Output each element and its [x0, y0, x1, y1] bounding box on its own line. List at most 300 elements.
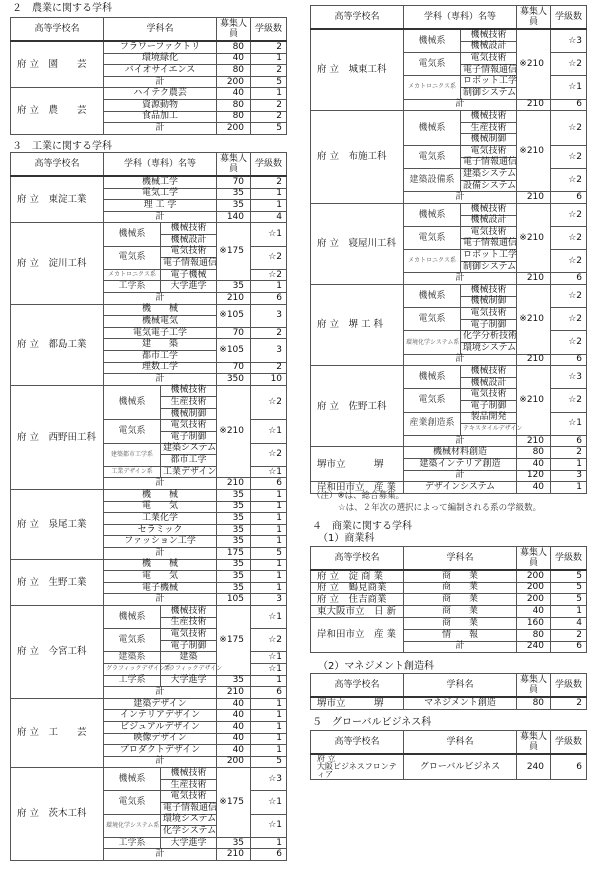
class-count-value: 2 — [251, 41, 287, 53]
capacity-value: 140 — [217, 211, 251, 223]
class-count-value: 1 — [251, 837, 287, 849]
capacity-value: 35 — [217, 559, 251, 571]
header-class-count: 学級数 — [251, 153, 287, 177]
department-name: 食品加工 — [104, 111, 217, 123]
department-name: 機械技術 — [461, 366, 517, 378]
department-name: 建築インテリア創造 — [404, 458, 517, 470]
class-count-value: 3 — [251, 594, 287, 606]
capacity-value: 35 — [217, 188, 251, 200]
capacity-value: 40 — [517, 606, 551, 618]
header-school-name: 高等学校名 — [311, 731, 404, 755]
capacity-value: 35 — [217, 536, 251, 548]
department-name: 機械技術 — [161, 605, 217, 617]
department-group: グラフィックデザイン系 — [104, 663, 161, 675]
department-name: 電子機械 — [161, 269, 217, 281]
department-name: 電子情報通信 — [161, 803, 217, 815]
capacity-value: 40 — [217, 721, 251, 733]
capacity-value: 200 — [517, 570, 551, 582]
school-name: 府 立 農 芸 — [11, 88, 104, 134]
school-name: 堺市立 堺 — [311, 697, 404, 709]
department-name: バイオサイエンス — [104, 65, 217, 77]
class-count-value: ☆1 — [551, 412, 587, 435]
department-name: 商 業 — [404, 570, 517, 582]
capacity-value: 240 — [517, 641, 551, 653]
department-name: 機械技術 — [161, 385, 217, 397]
department-name: 電気技術 — [161, 629, 217, 641]
management-table — [310, 673, 587, 710]
class-count-value: 6 — [251, 292, 287, 304]
class-count-value: ☆2 — [551, 285, 587, 308]
class-count-value: ☆2 — [251, 443, 287, 466]
department-name: 大学進学 — [161, 675, 217, 687]
capacity-value: 80 — [517, 447, 551, 459]
table-row — [11, 385, 287, 397]
capacity-value: ※175 — [217, 223, 251, 281]
class-count-value: ☆1 — [251, 420, 287, 443]
department-group: 機械系 — [404, 203, 461, 226]
header-school-name: 高等学校名 — [311, 674, 404, 698]
capacity-value: ※175 — [217, 768, 251, 838]
department-group: 建築系 — [104, 652, 161, 664]
class-count-value: 1 — [251, 524, 287, 536]
header-school-name: 高等学校名 — [11, 153, 104, 177]
table-row — [311, 570, 587, 582]
department-name: 工業デザイン — [161, 466, 217, 478]
section-title-commerce: ４ 商業に関する学科 — [312, 521, 412, 532]
school-name: 府 立 布施工科 — [311, 111, 404, 204]
department-name: 建築システム — [161, 443, 217, 455]
department-group: 機械系 — [104, 223, 161, 246]
school-name: 府 立 園 芸 — [11, 41, 104, 88]
total-label: 計 — [404, 354, 517, 366]
department-name: デザインシステム — [404, 482, 517, 494]
class-count-value: 1 — [251, 571, 287, 583]
capacity-value: 200 — [217, 756, 251, 768]
capacity-value: 80 — [217, 99, 251, 111]
capacity-value: 105 — [217, 594, 251, 606]
capacity-value: 40 — [217, 733, 251, 745]
department-name: 機 械 — [104, 490, 217, 502]
department-group: 機械系 — [404, 285, 461, 308]
total-label: 計 — [104, 548, 217, 560]
capacity-value: 80 — [517, 697, 551, 709]
global-business-table — [310, 730, 587, 780]
department-name: 都市工学 — [161, 455, 217, 467]
capacity-value: 35 — [217, 571, 251, 583]
class-count-value: 5 — [251, 76, 287, 88]
department-group: 機械系 — [104, 768, 161, 791]
class-count-value: 1 — [251, 88, 287, 100]
total-label: 計 — [404, 470, 517, 482]
department-name: 機械工学 — [104, 176, 217, 188]
department-name: 電子制御 — [461, 319, 517, 331]
capacity-value: ※105 — [217, 339, 251, 362]
capacity-value: 160 — [517, 617, 551, 629]
department-group: 機械系 — [104, 605, 161, 628]
header-capacity: 募集人員 — [517, 6, 551, 30]
department-group: 電気系 — [404, 53, 461, 76]
class-count-value: ☆1 — [251, 223, 287, 246]
capacity-value: 70 — [217, 362, 251, 374]
table-row — [11, 559, 287, 571]
total-label: 計 — [404, 273, 517, 285]
department-name: 機械制御 — [461, 134, 517, 146]
capacity-value: ※105 — [217, 304, 251, 327]
class-count-value: 1 — [251, 582, 287, 594]
class-count-value: 1 — [251, 501, 287, 513]
class-count-value: ☆3 — [551, 366, 587, 389]
department-name: グラフィックデザイン — [161, 663, 217, 675]
department-name: 商 業 — [404, 617, 517, 629]
header-department: 学科名 — [104, 18, 217, 42]
department-name: 電気技術 — [161, 420, 217, 432]
capacity-value: 210 — [517, 192, 551, 204]
class-count-value: 1 — [251, 53, 287, 65]
table-row — [311, 582, 587, 594]
department-name: 機械技術 — [161, 223, 217, 235]
capacity-value: ※210 — [217, 385, 251, 478]
class-count-value: 1 — [251, 721, 287, 733]
capacity-value: 70 — [217, 327, 251, 339]
school-name: 府 立 住吉商業 — [311, 594, 404, 606]
capacity-value: 200 — [217, 123, 251, 135]
capacity-value: 40 — [517, 482, 551, 494]
school-name: 府 立 堺 工 科 — [311, 285, 404, 366]
class-count-value: 2 — [251, 111, 287, 123]
capacity-value: 200 — [517, 594, 551, 606]
department-name: 設備システム — [461, 180, 517, 192]
class-count-value: 1 — [251, 559, 287, 571]
department-name: 生産技術 — [161, 779, 217, 791]
department-name: 電気技術 — [461, 389, 517, 401]
department-group: メカトロニクス系 — [104, 269, 161, 281]
department-group: メカトロニクス系 — [404, 250, 461, 273]
department-group: 機械系 — [404, 29, 461, 53]
department-name: 電 気 — [104, 571, 217, 583]
class-count-value: 2 — [251, 176, 287, 188]
class-count-value: ☆2 — [251, 385, 287, 420]
department-name: 生産技術 — [161, 397, 217, 409]
table-row — [311, 111, 587, 123]
school-name: 府 立 茨木工科 — [11, 768, 104, 861]
department-group: 電気系 — [104, 420, 161, 443]
department-name: 大学進学 — [161, 281, 217, 293]
capacity-value: 200 — [217, 76, 251, 88]
total-label: 計 — [104, 849, 217, 861]
table-row — [11, 698, 287, 710]
department-name: 環境システム — [161, 814, 217, 826]
subsection-title-commerce: （1）商業科 — [318, 533, 375, 544]
department-name: 電子制御 — [461, 401, 517, 413]
table-row — [11, 176, 287, 188]
class-count-value: 2 — [251, 65, 287, 77]
class-count-value: 6 — [551, 435, 587, 447]
department-name: 電子制御 — [161, 432, 217, 444]
school-name: 岸和田市立 産 業 — [311, 617, 404, 652]
department-name: 商 業 — [404, 606, 517, 618]
section-title-industry: ３ 工業に関する学科 — [12, 141, 112, 152]
table-row — [11, 41, 287, 53]
class-count-value: 1 — [251, 200, 287, 212]
class-count-value: 5 — [251, 123, 287, 135]
department-name: 機械材料創造 — [404, 447, 517, 459]
class-count-value: 5 — [551, 594, 587, 606]
total-label: 計 — [404, 192, 517, 204]
class-count-value: 10 — [251, 374, 287, 386]
capacity-value: 40 — [217, 745, 251, 757]
department-group: 工業デザイン系 — [104, 466, 161, 478]
class-count-value: 1 — [251, 733, 287, 745]
class-count-value: 1 — [551, 482, 587, 494]
capacity-value: 35 — [217, 513, 251, 525]
class-count-value: ☆2 — [551, 331, 587, 354]
note-star-classes: ☆は、２年次の選択によって編制される系の学級数。 — [338, 503, 542, 513]
department-name: 電気技術 — [461, 145, 517, 157]
total-label: 計 — [404, 435, 517, 447]
capacity-value: ※175 — [217, 605, 251, 675]
industry-table-right — [310, 5, 587, 494]
capacity-value: ※210 — [517, 203, 551, 273]
department-name: 電気技術 — [161, 791, 217, 803]
school-name: 府 立 鶴見商業 — [311, 582, 404, 594]
department-name: 機械設計 — [461, 41, 517, 53]
department-group: 機械系 — [104, 385, 161, 420]
department-name: 機械設計 — [461, 215, 517, 227]
department-group: 機械系 — [404, 111, 461, 146]
class-count-value: 6 — [551, 354, 587, 366]
class-count-value: 6 — [251, 478, 287, 490]
department-name: 商 業 — [404, 582, 517, 594]
class-count-value: 3 — [251, 304, 287, 327]
total-label: 計 — [104, 478, 217, 490]
header-capacity: 募集人員 — [517, 731, 551, 755]
department-group: 電気系 — [404, 227, 461, 250]
total-label: 計 — [104, 292, 217, 304]
department-name: 生産技術 — [161, 617, 217, 629]
header-department: 学科名 — [404, 547, 517, 571]
class-count-value: ☆2 — [251, 246, 287, 269]
department-name: 資源動物 — [104, 99, 217, 111]
table-row — [311, 617, 587, 629]
table-row — [311, 29, 587, 41]
school-name: 府 立 寝屋川工科 — [311, 203, 404, 284]
capacity-value: 35 — [217, 490, 251, 502]
table-row — [311, 594, 587, 606]
department-name: 情 報 — [404, 629, 517, 641]
capacity-value: 210 — [217, 292, 251, 304]
department-name: 理 工 学 — [104, 200, 217, 212]
class-count-value: 1 — [251, 490, 287, 502]
department-name: 制御システム — [461, 87, 517, 99]
header-capacity: 募集人員 — [217, 18, 251, 42]
table-row — [311, 606, 587, 618]
department-group: 環境化学システム系 — [104, 814, 161, 837]
department-name: 機械電気 — [104, 316, 217, 328]
class-count-value: ☆2 — [551, 111, 587, 146]
capacity-value: 35 — [217, 675, 251, 687]
department-group: 電気系 — [104, 246, 161, 269]
class-count-value: 6 — [251, 687, 287, 699]
department-group: 建築都市工学系 — [104, 443, 161, 466]
header-class-count: 学級数 — [551, 547, 587, 571]
total-label: 計 — [404, 641, 517, 653]
class-count-value: ☆3 — [551, 29, 587, 53]
header-department: 学科（専科）名等 — [404, 6, 517, 30]
table-row — [311, 754, 587, 780]
school-name: 府 立 淀川工科 — [11, 223, 104, 304]
capacity-value: 80 — [517, 629, 551, 641]
table-row — [11, 88, 287, 100]
department-name: 映像デザイン — [104, 733, 217, 745]
department-name: プロダクトデザイン — [104, 745, 217, 757]
class-count-value: ☆1 — [251, 652, 287, 664]
department-name: 機械技術 — [461, 29, 517, 41]
department-name: 都市工学 — [104, 350, 217, 362]
school-name: 堺市立 堺 — [311, 447, 404, 482]
class-count-value: 1 — [251, 675, 287, 687]
class-count-value: ☆2 — [251, 269, 287, 281]
class-count-value: ☆2 — [551, 389, 587, 412]
capacity-value: 40 — [517, 458, 551, 470]
capacity-value: 40 — [217, 710, 251, 722]
class-count-value: 1 — [551, 606, 587, 618]
class-count-value: ☆1 — [251, 466, 287, 478]
total-label: 計 — [104, 594, 217, 606]
department-name: 建 築 — [104, 339, 217, 351]
department-name: 化学システム — [161, 826, 217, 838]
agriculture-table — [10, 17, 287, 135]
department-name: 建築 — [161, 652, 217, 664]
department-group: 電気系 — [104, 629, 161, 652]
table-row — [11, 304, 287, 316]
department-name: 機械設計 — [161, 234, 217, 246]
total-label: 計 — [404, 99, 517, 111]
department-name: 機械技術 — [461, 285, 517, 297]
class-count-value: ☆2 — [551, 145, 587, 168]
class-count-value: 3 — [551, 470, 587, 482]
department-name: グローバルビジネス — [404, 754, 517, 780]
school-name: 府 立 泉尾工業 — [11, 490, 104, 560]
class-count-value: 2 — [551, 447, 587, 459]
capacity-value: ※210 — [517, 29, 551, 99]
department-name: ロボット工学 — [461, 76, 517, 88]
department-name: 建築システム — [461, 169, 517, 181]
department-name: ビジュアルデザイン — [104, 721, 217, 733]
department-name: 製品開発 — [461, 412, 517, 424]
class-count-value: 5 — [551, 582, 587, 594]
capacity-value: ※210 — [517, 366, 551, 436]
class-count-value: 2 — [251, 362, 287, 374]
class-count-value: 6 — [551, 641, 587, 653]
school-name: 府 立 西野田工科 — [11, 385, 104, 489]
class-count-value: 1 — [251, 513, 287, 525]
table-row — [311, 447, 587, 459]
department-group: 電気系 — [404, 308, 461, 331]
school-name: 府 立 佐野工科 — [311, 366, 404, 447]
header-school-name: 高等学校名 — [311, 547, 404, 571]
class-count-value: 1 — [251, 188, 287, 200]
class-count-value: 6 — [551, 754, 587, 780]
capacity-value: 35 — [217, 524, 251, 536]
department-name: ロボット工学 — [461, 250, 517, 262]
class-count-value: ☆2 — [551, 250, 587, 273]
school-name: 府 立 淀 商 業 — [311, 570, 404, 582]
class-count-value: ☆2 — [551, 203, 587, 226]
school-name: 府 立 工 芸 — [11, 698, 104, 768]
department-group: 工学系 — [104, 837, 161, 849]
class-count-value: 1 — [251, 281, 287, 293]
department-group: 環境化学システム系 — [404, 331, 461, 354]
department-name: 機械技術 — [461, 111, 517, 123]
department-name: インテリアデザイン — [104, 710, 217, 722]
subsection-title-management: （2）マネジメント創造科 — [318, 661, 435, 672]
school-name: 府 立 生野工業 — [11, 559, 104, 605]
department-name: ファッション工学 — [104, 536, 217, 548]
department-name: 電子制御 — [161, 640, 217, 652]
department-name: 電気技術 — [461, 308, 517, 320]
class-count-value: ☆3 — [251, 768, 287, 791]
capacity-value: 210 — [517, 273, 551, 285]
department-name: 機械制御 — [161, 408, 217, 420]
section-title-global-business: ５ グローバルビジネス科 — [312, 717, 432, 728]
school-name: 府 立 今宮工科 — [11, 605, 104, 698]
department-group: 電気系 — [104, 791, 161, 814]
department-name: 生産技術 — [461, 122, 517, 134]
total-label: 計 — [104, 687, 217, 699]
department-group: 電気系 — [404, 145, 461, 168]
class-count-value: 2 — [251, 99, 287, 111]
header-capacity: 募集人員 — [517, 547, 551, 571]
class-count-value: 4 — [551, 617, 587, 629]
capacity-value: 210 — [517, 99, 551, 111]
school-name: 府 立 城東工科 — [311, 29, 404, 111]
school-name: 府 立 東淀工業 — [11, 176, 104, 223]
capacity-value: 240 — [517, 754, 551, 780]
department-name: 電子情報通信 — [461, 238, 517, 250]
department-name: マネジメント創造 — [404, 697, 517, 709]
department-name: 機 械 — [104, 559, 217, 571]
class-count-value: 5 — [251, 756, 287, 768]
department-name: 大学進学 — [161, 837, 217, 849]
department-name: 電気電子工学 — [104, 327, 217, 339]
capacity-value: 175 — [217, 548, 251, 560]
department-name: フラワーファクトリ — [104, 41, 217, 53]
class-count-value: 2 — [551, 697, 587, 709]
class-count-value: ☆1 — [251, 663, 287, 675]
table-row — [311, 285, 587, 297]
department-name: 機械技術 — [161, 768, 217, 780]
capacity-value: 80 — [217, 65, 251, 77]
capacity-value: 200 — [517, 582, 551, 594]
class-count-value: ☆2 — [251, 629, 287, 652]
header-department: 学科名 — [404, 731, 517, 755]
department-group: 工学系 — [104, 675, 161, 687]
table-row — [11, 605, 287, 617]
capacity-value: 210 — [517, 435, 551, 447]
department-name: 電子情報通信 — [461, 64, 517, 76]
total-label: 計 — [104, 76, 217, 88]
capacity-value: 350 — [217, 374, 251, 386]
school-name: 府 立 都島工業 — [11, 304, 104, 385]
capacity-value: 80 — [217, 41, 251, 53]
capacity-value: ※210 — [517, 111, 551, 192]
capacity-value: 40 — [217, 53, 251, 65]
total-label: 計 — [104, 123, 217, 135]
capacity-value: 120 — [517, 470, 551, 482]
department-name: 電子機械 — [104, 582, 217, 594]
department-name: 電気技術 — [161, 246, 217, 258]
department-name: 理数工学 — [104, 362, 217, 374]
